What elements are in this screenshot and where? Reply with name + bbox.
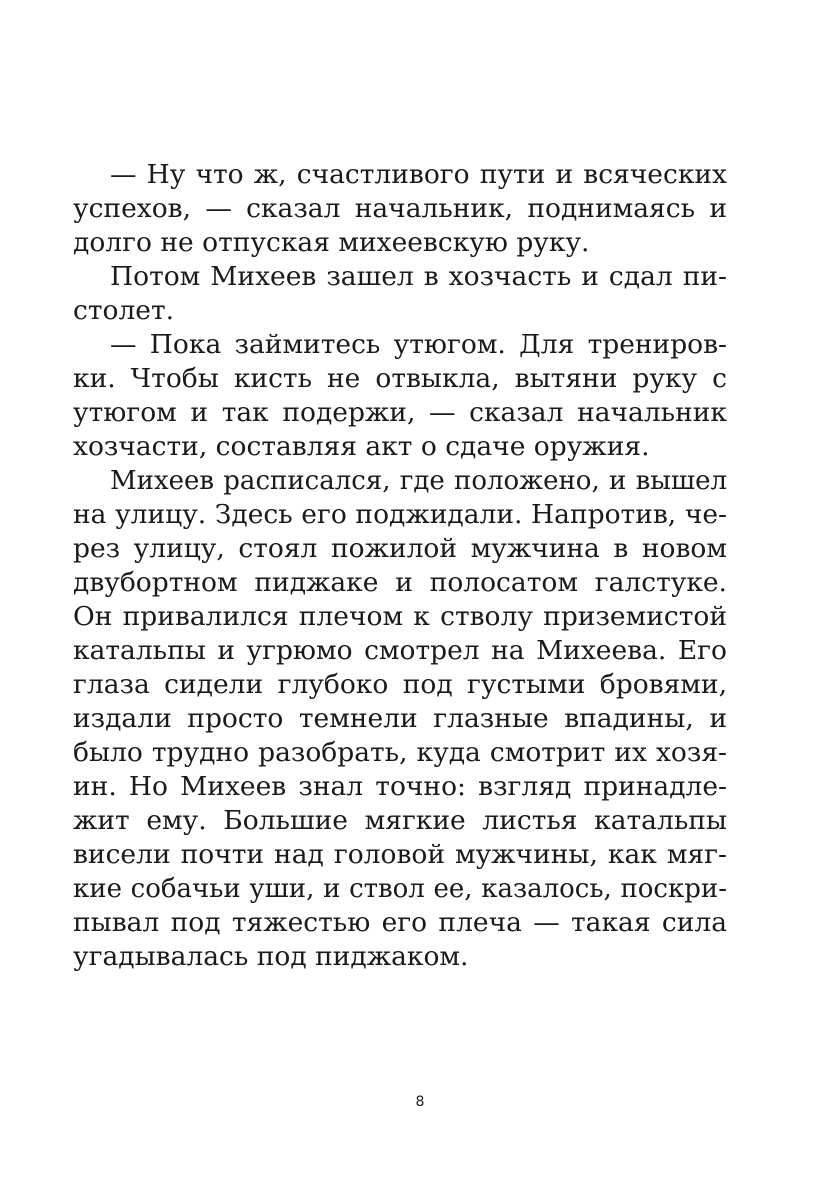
text-line: Потом Михеев зашел в хозчасть и сдал пи- <box>110 261 727 292</box>
text-line: рез улицу, стоял пожилой мужчина в новом <box>73 533 727 564</box>
text-line: жит ему. Большие мягкие листья катальпы <box>73 805 727 836</box>
text-line: угадывалась под пиджаком. <box>73 941 469 972</box>
text-line: висели почти над головой мужчины, как мяг- <box>73 839 727 870</box>
text-line: ин. Но Михеев знал точно: взгляд принадле- <box>73 771 727 802</box>
text-line: Михеев расписался, где положено, и вышел <box>110 466 727 496</box>
text-line: глаза сидели глубоко под густыми бровями, <box>73 669 727 700</box>
text-line: катальпы и угрюмо смотрел на Михеева. Его <box>73 635 727 666</box>
text-line: ки. Чтобы кисть не отвыкла, вытяни руку с <box>73 363 727 394</box>
text-line: пывал под тяжестью его плеча — такая сила <box>73 907 727 938</box>
text-line: кие собачьи уши, и ствол ее, казалось, поскри- <box>73 874 727 904</box>
text-line: успехов, — сказал начальник, поднимаясь и <box>73 193 727 224</box>
text-line: издали просто темнели глазные впадины, и <box>73 703 727 734</box>
text-line: двубортном пиджаке и полосатом галстуке. <box>73 567 727 598</box>
page-number: 8 <box>415 1094 425 1110</box>
text-line: было трудно разобрать, куда смотрит их хозя- <box>73 737 727 768</box>
text-line: хозчасти, составляя акт о сдаче оружия. <box>73 431 650 462</box>
text-line: Он привалился плечом к стволу приземистой <box>73 601 727 632</box>
text-line: — Ну что ж, счастливого пути и всяческих <box>110 159 727 190</box>
text-line: — Пока займитесь утюгом. Для трениров- <box>110 329 727 360</box>
text-line: долго не отпуская михеевскую руку. <box>73 227 590 258</box>
text-line: на улицу. Здесь его поджидали. Напротив, че- <box>73 499 727 530</box>
body-text <box>73 158 727 974</box>
text-line: столет. <box>73 295 175 326</box>
text-line: утюгом и так подержи, — сказал начальник <box>73 397 727 428</box>
